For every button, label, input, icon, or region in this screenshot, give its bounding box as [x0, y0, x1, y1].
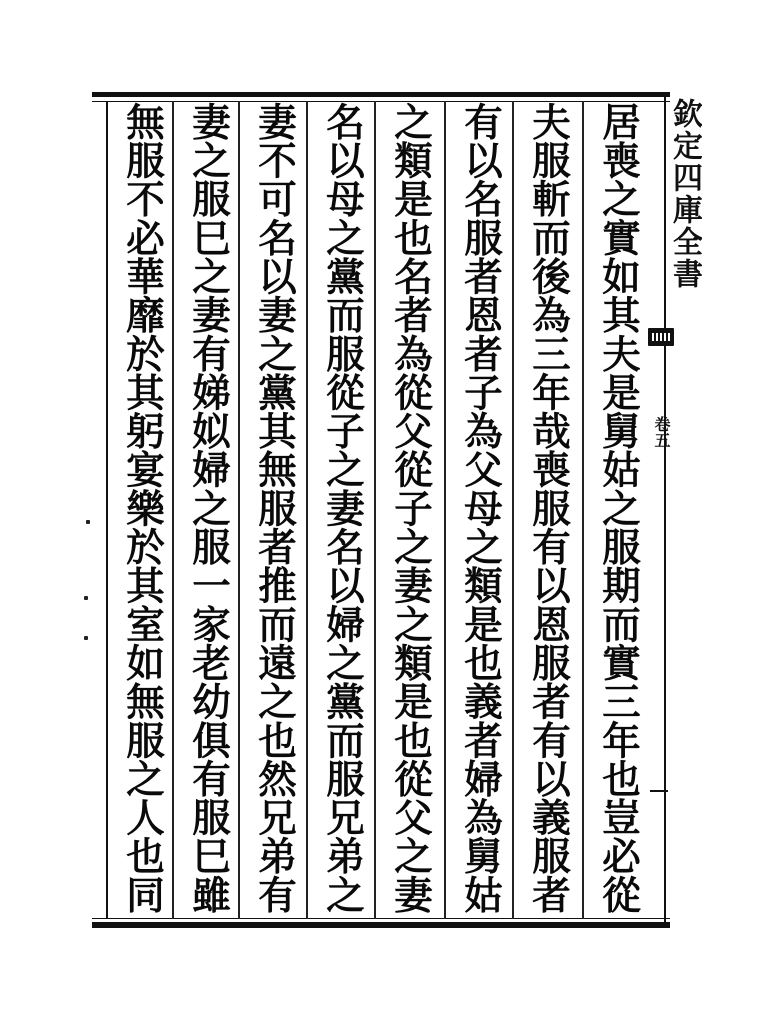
bottom-border-thick [92, 922, 670, 928]
text-column-1: 居喪之實如其夫是舅姑之服期而實三年也豈必從 [596, 102, 641, 914]
column-separator [238, 101, 240, 919]
column-separator [444, 101, 446, 919]
scan-speck [86, 520, 90, 524]
column-separator [374, 101, 376, 919]
top-border-thick [92, 92, 670, 97]
column-separator [582, 101, 584, 919]
scan-speck [84, 596, 88, 600]
volume-label: 卷五 [652, 416, 671, 448]
margin-tick [650, 790, 668, 792]
text-column-3: 有以名服者恩者子為父母之類是也義者婦為舅姑 [458, 102, 503, 914]
scan-speck [84, 636, 88, 640]
fishtail-mark-icon [648, 328, 674, 346]
column-separator [512, 101, 514, 919]
column-separator [306, 101, 308, 919]
book-title: 欽定四庫全書 [667, 98, 702, 290]
text-column-8: 無服不必華靡於其躬宴樂於其室如無服之人也同 [120, 102, 165, 914]
text-column-5: 名以母之黨而服從子之妻名以婦之黨而服兄弟之 [320, 102, 365, 914]
text-column-2: 夫服斬而後為三年哉喪服有以恩服者有以義服者 [526, 102, 571, 914]
text-column-7: 妻之服巳之妻有娣姒婦之服一家老幼俱有服巳雖 [186, 102, 231, 914]
text-column-6: 妻不可名以妻之黨其無服者推而遠之也然兄弟有 [252, 102, 297, 914]
left-border [106, 101, 108, 919]
text-column-4: 之類是也名者為從父從子之妻之類是也從父之妻 [388, 102, 433, 914]
column-separator [172, 101, 174, 919]
